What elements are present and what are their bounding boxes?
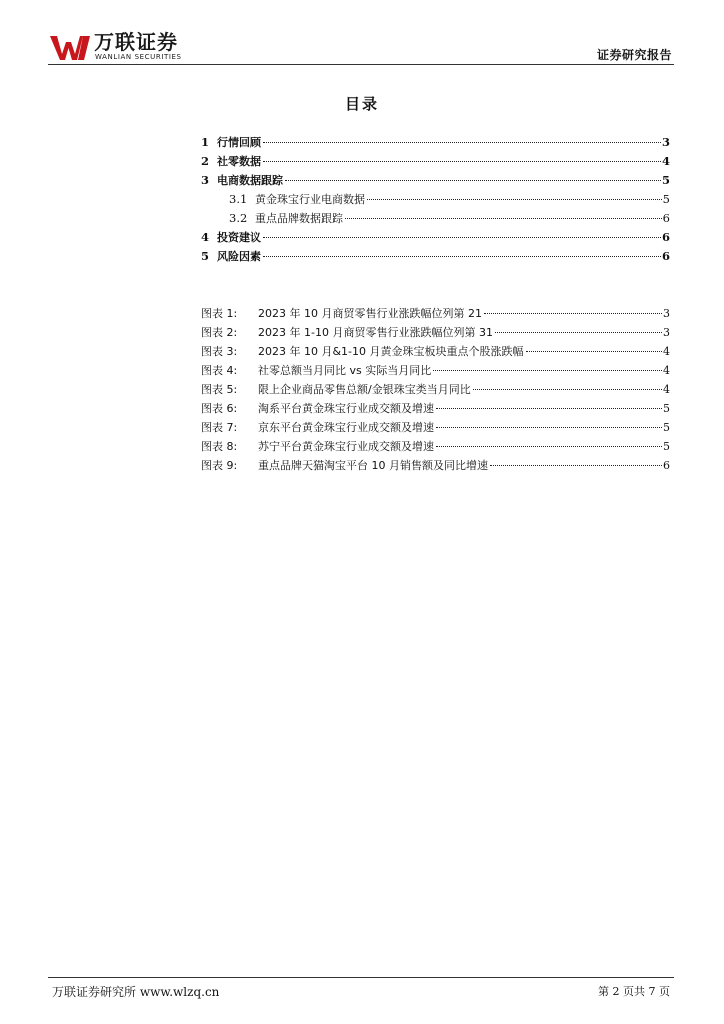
toc-entry-label: 黄金珠宝行业电商数据 — [255, 193, 365, 206]
figure-number: 图表 5: — [201, 383, 238, 396]
toc-entry-investment-advice[interactable] — [201, 228, 670, 247]
figure-label: 2023 年 10 月&1-10 月黄金珠宝板块重点个股涨跌幅 — [258, 345, 524, 358]
figure-entry[interactable] — [201, 380, 670, 399]
figure-number: 图表 2: — [201, 326, 238, 339]
toc-entry-number: 3.2 — [229, 211, 248, 225]
toc-entry-jewelry-ecommerce[interactable] — [229, 190, 670, 209]
toc-entry-number: 4 — [201, 230, 210, 244]
dot-leader — [433, 370, 662, 371]
dot-leader — [263, 142, 661, 143]
logo-text-cn: 万联证券 — [94, 30, 178, 54]
toc-entry-number: 5 — [201, 249, 210, 263]
toc-entry-page: 6 — [661, 249, 670, 263]
toc-entry-page: 4 — [661, 154, 670, 168]
figure-entry[interactable] — [201, 304, 670, 323]
figure-page: 3 — [663, 307, 670, 320]
figure-page: 5 — [663, 402, 670, 415]
toc-entry-number: 1 — [201, 135, 210, 149]
figure-label: 限上企业商品零售总额/金银珠宝类当月同比 — [258, 383, 471, 396]
toc-entry-page: 5 — [662, 192, 670, 206]
dot-leader — [473, 389, 662, 390]
toc-entry-market-review[interactable] — [201, 133, 670, 152]
toc-entry-page: 3 — [661, 135, 670, 149]
dot-leader — [436, 446, 662, 447]
figure-label: 重点品牌天猫淘宝平台 10 月销售额及同比增速 — [258, 459, 488, 472]
toc-entry-brand-tracking[interactable] — [229, 209, 670, 228]
dot-leader — [345, 218, 662, 219]
figure-page: 5 — [663, 440, 670, 453]
dot-leader — [285, 180, 661, 181]
figure-number: 图表 1: — [201, 307, 238, 320]
toc-entry-page: 6 — [662, 211, 670, 225]
figure-number: 图表 9: — [201, 459, 238, 472]
footer-divider — [48, 977, 674, 978]
figure-entry[interactable] — [201, 456, 670, 475]
page-header — [48, 30, 674, 64]
logo-text-en: WANLIAN SECURITIES — [95, 53, 182, 61]
figure-page: 4 — [663, 383, 670, 396]
figure-entry[interactable] — [201, 418, 670, 437]
toc-entry-number: 3 — [201, 173, 210, 187]
figure-label: 2023 年 10 月商贸零售行业涨跌幅位列第 21 — [258, 307, 482, 320]
dot-leader — [484, 313, 662, 314]
toc-entry-label: 投资建议 — [217, 231, 261, 244]
figure-label: 京东平台黄金珠宝行业成交额及增速 — [258, 421, 434, 434]
header-divider — [48, 64, 674, 65]
dot-leader — [263, 256, 661, 257]
toc-entry-label: 社零数据 — [217, 155, 261, 168]
footer-source: 万联证券研究所 www.wlzq.cn — [52, 985, 220, 999]
figure-entry[interactable] — [201, 323, 670, 342]
figure-label: 社零总额当月同比 vs 实际当月同比 — [258, 364, 432, 377]
dot-leader — [495, 332, 662, 333]
toc-entry-number: 2 — [201, 154, 210, 168]
figure-entry[interactable] — [201, 342, 670, 361]
figure-number: 图表 4: — [201, 364, 238, 377]
toc-title: 目录 — [344, 95, 379, 113]
toc-entry-number: 3.1 — [229, 192, 248, 206]
dot-leader — [436, 408, 662, 409]
toc-entry-page: 5 — [661, 173, 670, 187]
figure-entry[interactable] — [201, 399, 670, 418]
dot-leader — [526, 351, 662, 352]
figure-label: 2023 年 1-10 月商贸零售行业涨跌幅位列第 31 — [258, 326, 493, 339]
wanlian-logo-icon — [50, 34, 90, 62]
toc-entry-risk-factors[interactable] — [201, 247, 670, 266]
figure-number: 图表 3: — [201, 345, 238, 358]
figure-page: 3 — [663, 326, 670, 339]
figure-label: 苏宁平台黄金珠宝行业成交额及增速 — [258, 440, 434, 453]
figure-number: 图表 7: — [201, 421, 238, 434]
report-type-label: 证券研究报告 — [596, 48, 672, 62]
toc-entry-label: 重点品牌数据跟踪 — [255, 212, 343, 225]
figure-page: 5 — [663, 421, 670, 434]
toc-entry-label: 风险因素 — [217, 250, 261, 263]
toc-entry-ecommerce-tracking[interactable] — [201, 171, 670, 190]
toc-entry-label: 电商数据跟踪 — [217, 174, 283, 187]
figure-page: 4 — [663, 345, 670, 358]
page-number: 第 2 页共 7 页 — [598, 985, 670, 998]
figure-label: 淘系平台黄金珠宝行业成交额及增速 — [258, 402, 434, 415]
dot-leader — [490, 465, 662, 466]
figure-number: 图表 8: — [201, 440, 238, 453]
figure-page: 6 — [663, 459, 670, 472]
dot-leader — [263, 161, 661, 162]
dot-leader — [263, 237, 661, 238]
dot-leader — [436, 427, 662, 428]
toc-entry-retail-data[interactable] — [201, 152, 670, 171]
figure-entry[interactable] — [201, 361, 670, 380]
toc-entry-label: 行情回顾 — [217, 136, 261, 149]
figure-number: 图表 6: — [201, 402, 238, 415]
figure-entry[interactable] — [201, 437, 670, 456]
toc-entry-page: 6 — [661, 230, 670, 244]
figure-page: 4 — [663, 364, 670, 377]
dot-leader — [367, 199, 662, 200]
